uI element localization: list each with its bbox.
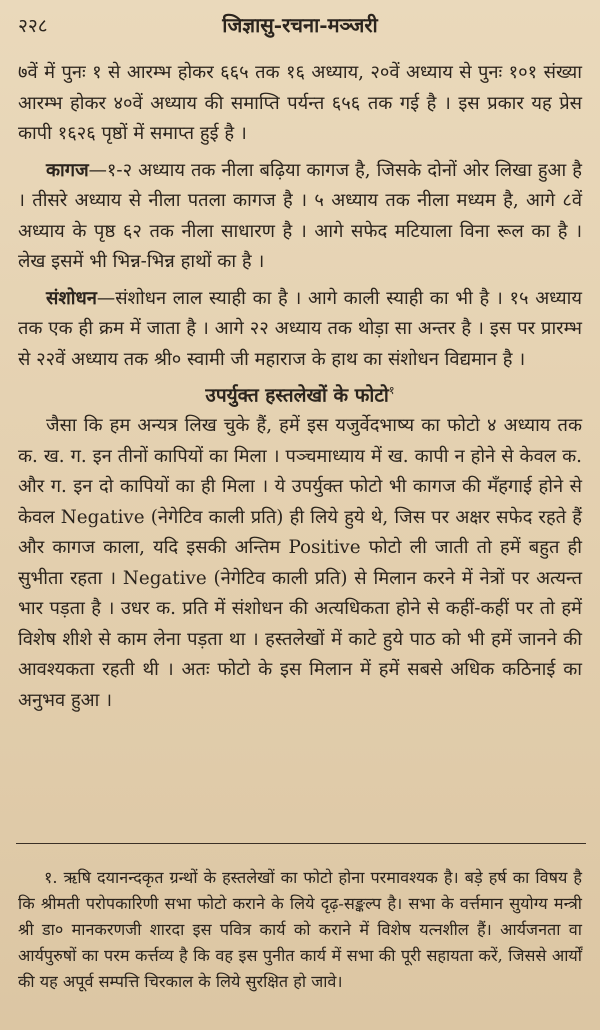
footnote-text: १. ऋषि दयानन्दकृत ग्रन्थों के हस्तलेखों का फोटो होना परमावश्यक है। बड़े हर्ष का विषय है कि श्रीमती परोपकारिणी सभा फोटो कराने के लिये दृढ़-सङ्कल्प है। सभा के वर्त्तमान सुयोग्य मन्त्री श्री डा० मानकरणजी शारदा इस पवित्र कार्य को कराने में विशेष यत्नशील हैं। आर्यजनता वा आर्यपुरुषों का परम कर्त्तव्य है कि वह इस पुनीत कार्य में सभा की पूरी सहायता करें, जिससे आर्यों की यह अपूर्व सम्पत्ति चिरकाल के लिये सुरक्षित हो जावे। bbox=[18, 868, 582, 992]
section-heading-text: उपर्युक्त हस्तलेखों के फोटो bbox=[205, 384, 389, 407]
page-number: २२८ bbox=[18, 15, 48, 37]
section-heading bbox=[18, 375, 582, 411]
paragraph-photos: जैसा कि हम अन्यत्र लिख चुके हैं, हमें इस यजुर्वेदभाष्य का फोटो ४ अध्याय तक क. ख. ग. इन तीनों कापियों का मिला । पञ्चमाध्याय में ख. कापी न होने से केवल क. और ग. इन दो कापियों का ही मिला । ये उपर्युक्त फोटो भी कागज की मँहगाई होने से केवल Negative (नेगेटिव काली प्रति) ही लिये हुये थे, जिस पर अक्षर सफेद रहते हैं और कागज काला, यदि इसकी अन्तिम Positive फोटो ली जाती तो हमें बहुत ही सुभीता रहता । Negative (नेगेटिव काली प्रति) से मिलान करने में नेत्रों पर अत्यन्त भार पड़ता है । उधर क. प्रति में संशोधन की अत्यधिकता होने से कहीं-कहीं पर तो हमें विशेष शीशे से काम लेना पड़ता था । हस्तलेखों में काटे हुये पाठ को भी हमें जानने की आवश्यकता रहती थी । अतः फोटो के इस मिलान में हमें सबसे अधिक कठिनाई का अनुभव हुआ । bbox=[18, 415, 582, 711]
paragraph-press-copy: ७वें में पुनः १ से आरम्भ होकर ६६५ तक १६ अध्याय, २०वें अध्याय से पुनः १०१ संख्या आरम्भ होकर ४०वें अध्याय की समाप्ति पर्यन्त ६५६ तक गई है । इस प्रकार यह प्रेस कापी १६२६ पृष्ठों में समाप्त हुई है । bbox=[18, 62, 582, 144]
paragraph-paper-lead: कागज bbox=[46, 159, 89, 181]
paragraph-correction-text: —संशोधन लाल स्याही का है । आगे काली स्याही का भी है । १५ अध्याय तक एक ही क्रम में जाता है । आगे २२ अध्याय तक थोड़ा सा अन्तर है । इस पर प्रारम्भ से २२वें अध्याय तक श्री० स्वामी जी महाराज के हाथ का संशोधन विद्यमान है । bbox=[18, 287, 582, 370]
paragraph-correction bbox=[18, 284, 582, 376]
footnote bbox=[18, 865, 582, 995]
running-header bbox=[18, 6, 582, 40]
paragraph-paper-text: —१-२ अध्याय तक नीला बढ़िया कागज है, जिसके दोनों ओर लिखा हुआ है । तीसरे अध्याय से नीला पतला कागज है । ५ अध्याय तक नीला मध्यम है, आगे ८वें अध्याय के पृष्ठ ६२ तक नीला साधारण है । आगे सफेद मटियाला विना रूल का है । लेख इसमें भी भिन्न-भिन्न हाथों का है । bbox=[18, 159, 582, 272]
footnote-reference: १ bbox=[388, 384, 395, 397]
page-body bbox=[18, 58, 582, 716]
running-title: जिज्ञासु-रचना-मञ्जरी bbox=[222, 13, 378, 37]
footnote-divider bbox=[16, 843, 586, 844]
paragraph-correction-lead: संशोधन bbox=[46, 287, 97, 309]
paragraph-paper bbox=[18, 156, 582, 278]
